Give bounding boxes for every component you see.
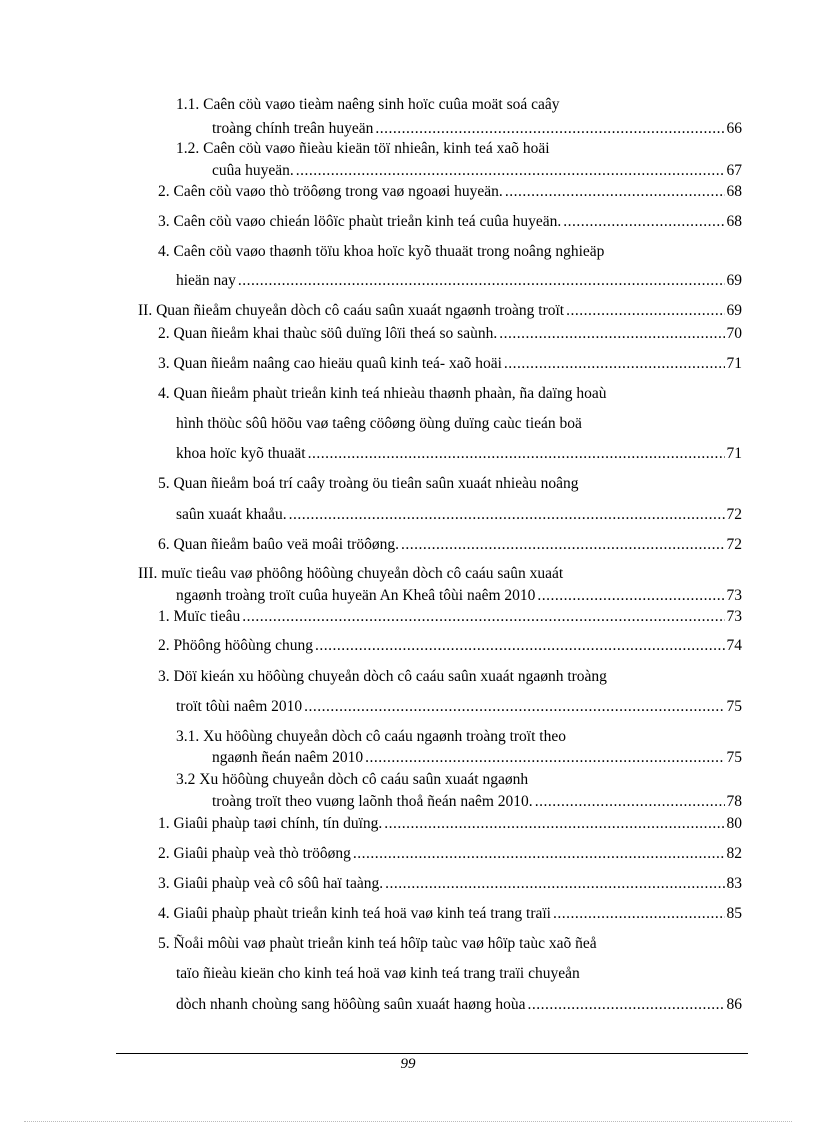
dot-leader	[242, 607, 724, 627]
toc-entry-text: hieän nay	[176, 272, 236, 289]
toc-page-number: 69	[726, 272, 742, 289]
toc-page-number: 75	[726, 749, 742, 766]
toc-page-number: 80	[726, 815, 742, 832]
toc-entry	[176, 505, 742, 525]
toc-entry-text: cuûa huyeän.	[212, 162, 294, 179]
toc-entry	[158, 354, 742, 374]
toc-entry-text: 3.1. Xu höôùng chuyeån dòch cô caáu ngaønh troàng troït theo	[176, 728, 566, 745]
toc-entry	[176, 995, 742, 1015]
dot-leader	[296, 161, 725, 181]
dot-leader	[566, 301, 724, 321]
toc-entry-text: khoa hoïc kyõ thuaät	[176, 445, 306, 462]
dot-leader	[401, 535, 724, 555]
toc-entry	[158, 636, 742, 656]
toc-page-number: 69	[726, 302, 742, 319]
toc-entry-text: II. Quan ñieåm chuyeån dòch cô caáu saûn xuaát ngaønh troàng troït	[138, 302, 565, 319]
toc-entry	[176, 697, 742, 717]
toc-entry	[176, 444, 742, 464]
toc-page-number: 68	[726, 183, 742, 200]
toc-page-number: 75	[726, 698, 742, 715]
toc-page-number: 74	[726, 637, 742, 654]
toc-entry-text: 1.1. Caên cöù vaøo tieàm naêng sinh hoïc cuûa moät soá caây	[176, 96, 560, 113]
dot-leader	[553, 904, 725, 924]
toc-entry	[212, 748, 742, 768]
toc-entry-text: hình thöùc sôû höõu vaø taêng cöôøng öùng duïng caùc tieán boä	[176, 415, 582, 432]
page-edge-dotted-line	[24, 1121, 792, 1122]
toc-entry	[158, 844, 742, 864]
toc-entry	[158, 667, 718, 687]
toc-entry	[158, 474, 718, 494]
toc-entry	[212, 792, 742, 812]
toc-page-number: 70	[726, 325, 742, 342]
toc-entry-text: ngaønh troàng troït cuûa huyeän An Kheâ tôùi naêm 2010	[176, 587, 536, 604]
toc-entry-text: troàng chính treân huyeän	[212, 120, 374, 137]
toc-entry-text: 4. Quan ñieåm phaùt trieån kinh teá nhieàu thaønh phaàn, ña daïng hoaù	[158, 385, 607, 402]
toc-entry	[158, 242, 718, 262]
dot-leader	[375, 119, 724, 139]
toc-entry-text: III. muïc tieâu vaø phöông höôùng chuyeån dòch cô caáu saûn xuaát	[138, 565, 564, 582]
dot-leader	[385, 874, 724, 894]
toc-entry-text: 3. Caên cöù vaøo chieán löôïc phaùt trieån kinh teá cuûa huyeän.	[158, 213, 562, 230]
toc-entry	[176, 139, 736, 159]
dot-leader	[535, 792, 725, 812]
toc-entry	[212, 119, 742, 139]
dot-leader	[499, 324, 724, 344]
toc-entry-text: 6. Quan ñieåm baûo veä moâi tröôøng.	[158, 536, 400, 553]
toc-entry-text: troït tôùi naêm 2010	[176, 698, 303, 715]
toc-page-number: 66	[726, 120, 742, 137]
toc-entry	[158, 212, 742, 232]
toc-entry	[176, 727, 716, 747]
toc-entry	[158, 874, 742, 894]
toc-page-number: 72	[726, 536, 742, 553]
toc-entry-text: taïo ñieàu kieän cho kinh teá hoä vaø kinh teá trang traïi chuyeån	[176, 965, 580, 982]
toc-page-number: 82	[726, 845, 742, 862]
toc-entry	[212, 161, 742, 181]
toc-entry	[158, 535, 742, 555]
dot-leader	[315, 636, 725, 656]
toc-page-number: 86	[726, 996, 742, 1013]
dot-leader	[384, 814, 724, 834]
toc-entry	[158, 934, 718, 954]
toc-entry	[158, 814, 742, 834]
toc-entry	[158, 384, 718, 404]
toc-entry	[176, 95, 736, 115]
toc-entry	[176, 271, 742, 291]
toc-entry	[176, 964, 716, 984]
dot-leader	[504, 354, 725, 374]
toc-entry-text: 2. Quan ñieåm khai thaùc söû duïng lôïi theá so saùnh.	[158, 325, 498, 342]
dot-leader	[289, 505, 725, 525]
toc-entry-text: 3. Döï kieán xu höôùng chuyeån dòch cô caáu saûn xuaát ngaønh troàng	[158, 668, 607, 685]
toc-entry-text: 2. Giaûi phaùp veà thò tröôøng	[158, 845, 351, 862]
dot-leader	[528, 995, 725, 1015]
dot-leader	[563, 212, 724, 232]
toc-entry	[176, 770, 716, 790]
toc-entry-text: saûn xuaát khaåu.	[176, 506, 287, 523]
toc-entry	[158, 324, 742, 344]
toc-entry-text: 3. Quan ñieåm naâng cao hieäu quaû kinh teá- xaõ hoäi	[158, 355, 502, 372]
dot-leader	[505, 182, 725, 202]
dot-leader	[238, 271, 725, 291]
toc-entry	[176, 414, 716, 434]
toc-entry	[138, 564, 718, 584]
dot-leader	[304, 697, 724, 717]
dot-leader	[537, 586, 724, 606]
toc-page-number: 71	[726, 355, 742, 372]
toc-entry-text: 3. Giaûi phaùp veà cô sôû haï taàng.	[158, 875, 384, 892]
toc-entry	[158, 182, 742, 202]
toc-entry	[138, 301, 742, 321]
toc-page-number: 73	[726, 608, 742, 625]
dot-leader	[365, 748, 724, 768]
toc-page-number: 72	[726, 506, 742, 523]
toc-page-number: 73	[726, 587, 742, 604]
toc-page-number: 85	[726, 905, 742, 922]
footer-divider	[116, 1053, 748, 1054]
toc-page-number: 83	[726, 875, 742, 892]
toc-entry-text: 4. Caên cöù vaøo thaønh töïu khoa hoïc kyõ thuaät trong noâng nghieäp	[158, 243, 605, 260]
page-number: 99	[400, 1056, 416, 1072]
toc-entry-text: 4. Giaûi phaùp phaùt trieån kinh teá hoä vaø kinh teá trang traïi	[158, 905, 551, 922]
toc-entry-text: 3.2 Xu höôùng chuyeån dòch cô caáu saûn xuaát ngaønh	[176, 771, 529, 788]
toc-page-number: 68	[726, 213, 742, 230]
toc-page-number: 78	[726, 793, 742, 810]
dot-leader	[308, 444, 725, 464]
toc-entry	[158, 904, 742, 924]
toc-entry-text: 2. Phöông höôùng chung	[158, 637, 313, 654]
toc-entry-text: 2. Caên cöù vaøo thò tröôøng trong vaø ngoaøi huyeän.	[158, 183, 503, 200]
dot-leader	[353, 844, 725, 864]
toc-entry-text: ngaønh ñeán naêm 2010	[212, 749, 364, 766]
toc-entry	[158, 607, 742, 627]
toc-entry	[176, 586, 742, 606]
toc-page-number: 71	[726, 445, 742, 462]
toc-entry-text: troàng troït theo vuøng laõnh thoå ñeán naêm 2010.	[212, 793, 533, 810]
toc-entry-text: 1.2. Caên cöù vaøo ñieàu kieän töï nhieân, kinh teá xaõ hoäi	[176, 140, 550, 157]
toc-page-number: 67	[726, 162, 742, 179]
toc-entry-text: 5. Quan ñieåm boá trí caây troàng öu tieân saûn xuaát nhieàu noâng	[158, 475, 579, 492]
toc-entry-text: 1. Muïc tieâu	[158, 608, 241, 625]
toc-entry-text: 5. Ñoåi môùi vaø phaùt trieån kinh teá hôïp taùc vaø hôïp taùc xaõ ñeå	[158, 935, 597, 952]
toc-entry-text: dòch nhanh choùng sang höôùng saûn xuaát haøng hoùa	[176, 996, 526, 1013]
toc-entry-text: 1. Giaûi phaùp taøi chính, tín duïng.	[158, 815, 383, 832]
